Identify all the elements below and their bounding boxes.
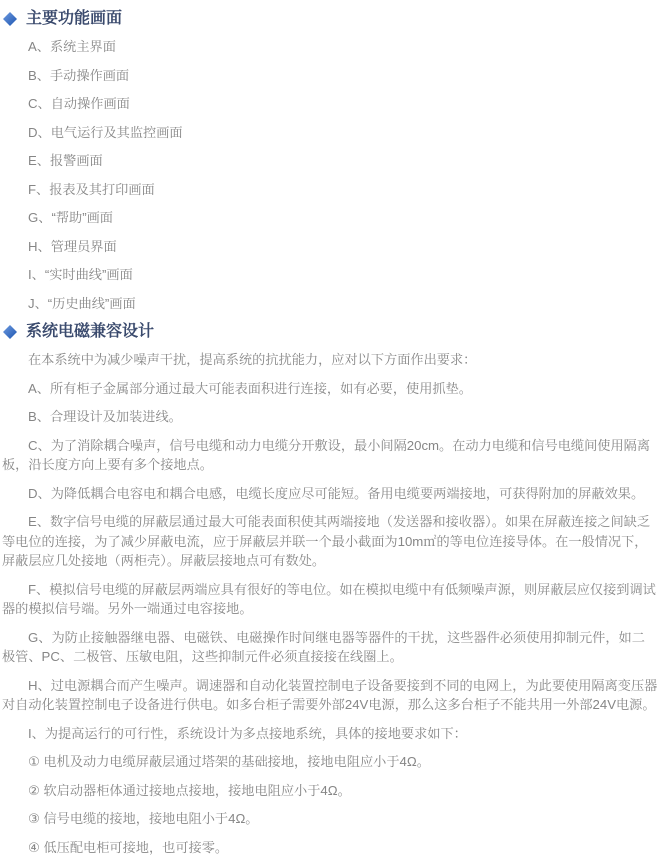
paragraph-intro: 在本系统中为减少噪声干扰，提高系统的抗扰能力，应对以下方面作出要求： [2,350,658,370]
paragraph-e: E、数字信号电缆的屏蔽层通过最大可能表面积使其两端接地（发送器和接收器）。如果在屏蔽连接之间缺乏等电位的连接，为了减少屏蔽电流，应于屏蔽层并联一个最小截面为10m㎡的等电位连接导体。在一般情况下，屏蔽层应几处接地（两柜壳）。屏蔽层接地点可有数处。 [2,512,658,571]
paragraph-c: C、为了消除耦合噪声，信号电缆和动力电缆分开敷设，最小间隔20cm。在动力电缆和信号电缆间使用隔离板，沿长度方向上要有多个接地点。 [2,436,658,475]
diamond-bullet-icon [3,12,17,26]
list-item: D、电气运行及其监控画面 [2,123,658,143]
paragraph-ground-1: ① 电机及动力电缆屏蔽层通过塔架的基础接地，接地电阻应小于4Ω。 [2,752,658,772]
paragraph-a: A、所有柜子金属部分通过最大可能表面积进行连接，如有必要，使用抓垫。 [2,379,658,399]
list-item: C、自动操作画面 [2,94,658,114]
section-main-function-screens [2,9,658,313]
paragraph-ground-4: ④ 低压配电柜可接地，也可接零。 [2,838,658,857]
paragraph-f: F、模拟信号电缆的屏蔽层两端应具有很好的等电位。如在模拟电缆中有低频噪声源，则屏蔽层应仅接到调试器的模拟信号端。另外一端通过电容接地。 [2,580,658,619]
list-item: I、“实时曲线”画面 [2,265,658,285]
list-item: G、“帮助”画面 [2,208,658,228]
list-item: B、手动操作画面 [2,66,658,86]
paragraph-ground-2: ② 软启动器柜体通过接地点接地，接地电阻应小于4Ω。 [2,781,658,801]
section-title: 主要功能画面 [26,9,122,28]
section-emc-design [2,322,658,857]
paragraph-b: B、合理设计及加装进线。 [2,407,658,427]
paragraph-h: H、过电源耦合而产生噪声。调速器和自动化装置控制电子设备要接到不同的电网上，为此要使用隔离变压器对自动化装置控制电子设备进行供电。如多台柜子需要外部24V电源，那么这多台柜子不能共用一外部24V电源。 [2,676,658,715]
paragraph-g: G、为防止接触器继电器、电磁铁、电磁操作时间继电器等器件的干扰，这些器件必须使用抑制元件，如二极管、PC、二极管、压敏电阻，这些抑制元件必须直接接在线圈上。 [2,628,658,667]
section-header [2,322,658,341]
paragraph-ground-3: ③ 信号电缆的接地，接地电阻小于4Ω。 [2,809,658,829]
section-title: 系统电磁兼容设计 [26,322,154,341]
list-item: A、系统主界面 [2,37,658,57]
diamond-bullet-icon [3,325,17,339]
list-item: J、“历史曲线”画面 [2,294,658,314]
paragraph-i: I、为提高运行的可行性，系统设计为多点接地系统，具体的接地要求如下： [2,724,658,744]
paragraph-d: D、为降低耦合电容电和耦合电感，电缆长度应尽可能短。备用电缆要两端接地，可获得附加的屏蔽效果。 [2,484,658,504]
list-item: H、管理员界面 [2,237,658,257]
list-item: E、报警画面 [2,151,658,171]
section-header [2,9,658,28]
list-item: F、报表及其打印画面 [2,180,658,200]
